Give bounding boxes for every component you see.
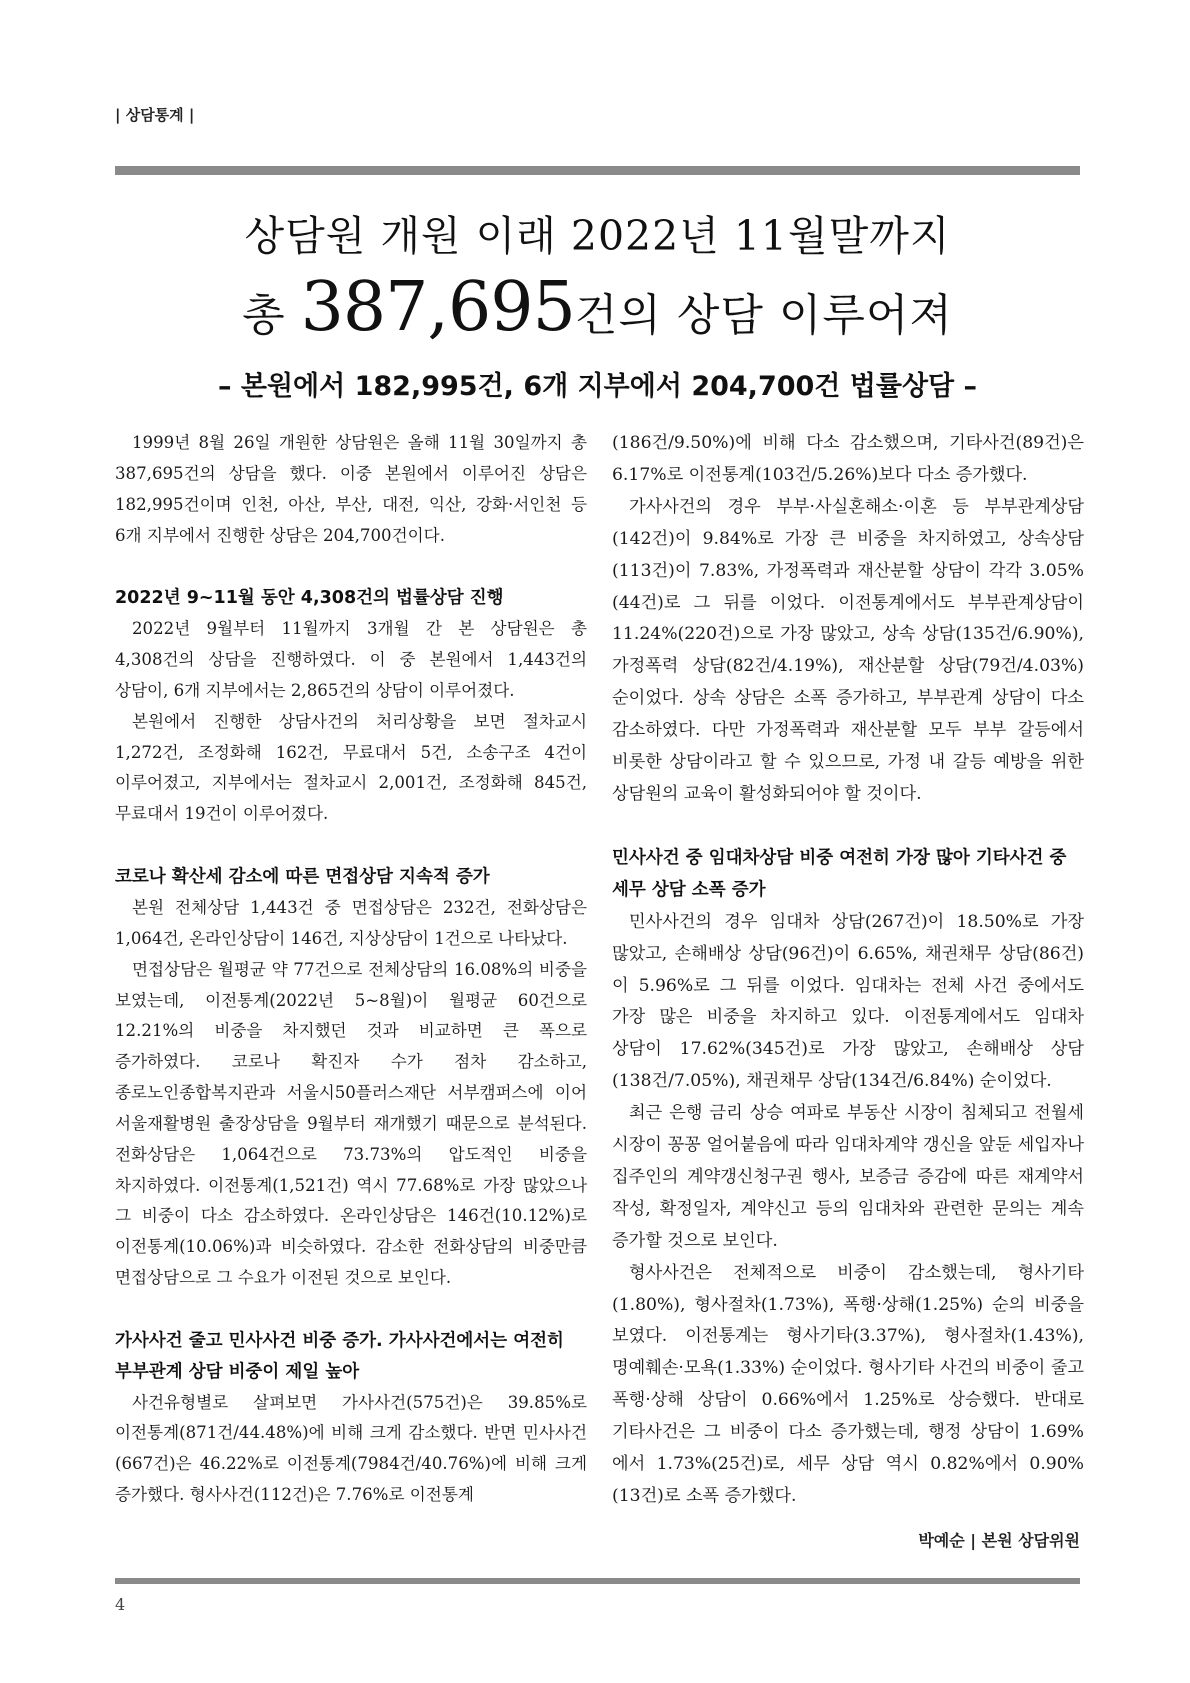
page-subtitle: – 본원에서 182,995건, 6개 지부에서 204,700건 법률상담 – bbox=[217, 371, 978, 402]
page-number: 4 bbox=[115, 1595, 126, 1614]
paragraph: 민사사건의 경우 임대차 상담(267건)이 18.50%로 가장 많았고, 손해배상 상담(96건)이 6.65%, 채권채무 상담(86건)이 5.96%로 그 뒤를 이었다. 임대차는 전체 사건 중에서도 가장 많은 비중을 차지하고 있다. 이전통계에서도 임대차 상담이 17.62%(345건)로 가장 많았고, 손해배상 상담(138건/7.05%), 채권채무 상담(134건/6.84%) 순이었다. bbox=[612, 911, 1084, 1092]
title-total-count: 387,695 bbox=[300, 268, 575, 347]
section-heading-quarterly: 2022년 9~11월 동안 4,308건의 법률상담 진행 bbox=[115, 588, 504, 609]
title-suffix: 건의 상담 이루어져 bbox=[574, 290, 953, 341]
author-byline: 박예순 | 본원 상담위원 bbox=[918, 1531, 1080, 1550]
section-heading-interview: 코로나 확산세 감소에 따른 면접상담 지속적 증가 bbox=[115, 867, 490, 888]
bottom-rule bbox=[115, 1578, 1080, 1584]
section-heading-civil: 민사사건 중 임대차상담 비중 여전히 가장 많아 기타사건 중 세무 상담 소폭 증가 bbox=[612, 847, 1067, 900]
paragraph: 형사사건은 전체적으로 비중이 감소했는데, 형사기타(1.80%), 형사절차(1.73%), 폭행·상해(1.25%) 순의 비중을 보였다. 이전통계는 형사기타(3.37%), 형사절차(1.43%), 명예훼손·모욕(1.33%) 순이었다. 형사기타 사건의 비중이 줄고 폭행·상해 상담이 0.66%에서 1.25%로 상승했다. 반대로 기타사건은 그 비중이 다소 증가했는데, 행정 상담이 1.69%에서 1.73%(25건)로, 세무 상담 역시 0.82%에서 0.90%(13건)로 소폭 증가했다. bbox=[612, 1262, 1084, 1506]
paragraph: 본원 전체상담 1,443건 중 면접상담은 232건, 전화상담은 1,064건, 온라인상담이 146건, 지상상담이 1건으로 나타났다. bbox=[115, 897, 587, 948]
title-prefix: 총 bbox=[242, 290, 301, 341]
intro-paragraph: 1999년 8월 26일 개원한 상담원은 올해 11월 30일까지 총 387,695건의 상담을 했다. 이중 본원에서 이루어진 상담은 182,995건이며 인천, 아산, 부산, 대전, 익산, 강화·서인천 등 6개 지부에서 진행한 상담은 204,700건이다. bbox=[115, 433, 587, 545]
right-column bbox=[612, 428, 1084, 1513]
page-title-line2 bbox=[115, 268, 1080, 347]
paragraph: 최근 은행 금리 상승 여파로 부동산 시장이 침체되고 전월세 시장이 꽁꽁 얼어붙음에 따라 임대차계약 갱신을 앞둔 세입자나 집주인의 계약갱신청구권 행사, 보증금 증감에 따른 재계약서 작성, 확정일자, 계약신고 등의 임대차와 관련한 문의는 계속 증가할 것으로 보인다. bbox=[612, 1103, 1084, 1251]
section-label: | 상담통계 | bbox=[115, 106, 195, 124]
left-column bbox=[115, 428, 587, 1511]
paragraph: 2022년 9월부터 11월까지 3개월 간 본 상담원은 총 4,308건의 상담을 진행하였다. 이 중 본원에서 1,443건의 상담이, 6개 지부에서는 2,865건의 상담이 이루어졌다. bbox=[115, 619, 587, 700]
paragraph: 본원에서 진행한 상담사건의 처리상황을 보면 절차교시 1,272건, 조정화해 162건, 무료대서 5건, 소송구조 4건이 이루어졌고, 지부에서는 절차교시 2,001건, 조정화해 845건, 무료대서 19건이 이루어졌다. bbox=[115, 711, 587, 824]
paragraph: 사건유형별로 살펴보면 가사사건(575건)은 39.85%로 이전통계(871건/44.48%)에 비해 크게 감소했다. 반면 민사사건(667건)은 46.22%로 이전통계(7984건/40.76%)에 비해 크게 증가했다. 형사사건(112건)은 7.76%로 이전통계 bbox=[115, 1392, 587, 1505]
page-title-line1: 상담원 개원 이래 2022년 11월말까지 bbox=[244, 212, 951, 260]
paragraph: 면접상담은 월평균 약 77건으로 전체상담의 16.08%의 비중을 보였는데, 이전통계(2022년 5~8월)이 월평균 60건으로 12.21%의 비중을 차지했던 것과 비교하면 큰 폭으로 증가하였다. 코로나 확진자 수가 점차 감소하고, 종로노인종합복지관과 서울시50플러스재단 서부캠퍼스에 이어 서울재활병원 출장상담을 9월부터 재개했기 때문으로 분석된다. 전화상담은 1,064건으로 73.73%의 압도적인 비중을 차지하였다. 이전통계(1,521건) 역시 77.68%로 가장 많았으나 그 비중이 다소 감소하였다. 온라인상담은 146건(10.12%)로 이전통계(10.06%)과 비슷하였다. 감소한 전화상담의 비중만큼 면접상담으로 그 수요가 이전된 것으로 보인다. bbox=[115, 959, 587, 1288]
section-heading-case-types: 가사사건 줄고 민사사건 비중 증가. 가사사건에서는 여전히 부부관계 상담 비중이 제일 높아 bbox=[115, 1330, 564, 1382]
top-rule bbox=[115, 166, 1080, 175]
paragraph: (186건/9.50%)에 비해 다소 감소했으며, 기타사건(89건)은 6.17%로 이전통계(103건/5.26%)보다 다소 증가했다. bbox=[612, 433, 1084, 485]
paragraph: 가사사건의 경우 부부·사실혼해소·이혼 등 부부관계상담(142건)이 9.84%로 가장 큰 비중을 차지하였고, 상속상담(113건)이 7.83%, 가정폭력과 재산분할 상담이 각각 3.05%(44건)로 그 뒤를 이었다. 이전통계에서도 부부관계상담이 11.24%(220건)으로 가장 많았고, 상속 상담(135건/6.90%), 가정폭력 상담(82건/4.19%), 재산분할 상담(79건/4.03%) 순이었다. 상속 상담은 소폭 증가하고, 부부관계 상담이 다소 감소하였다. 다만 가정폭력과 재산분할 모두 부부 갈등에서 비롯한 상담이라고 할 수 있으므로, 가정 내 갈등 예방을 위한 상담원의 교육이 활성화되어야 할 것이다. bbox=[612, 496, 1084, 804]
